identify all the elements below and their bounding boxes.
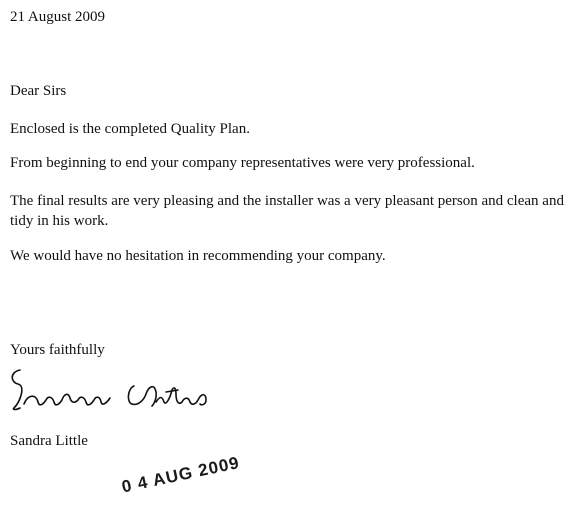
letter-date: 21 August 2009	[10, 9, 106, 25]
signatory-name: Sandra Little	[10, 433, 88, 449]
handwritten-signature	[6, 364, 216, 416]
salutation: Dear Sirs	[10, 83, 67, 99]
closing: Yours faithfully	[10, 342, 105, 358]
paragraph-1: Enclosed is the completed Quality Plan.	[10, 121, 250, 137]
paragraph-2: From beginning to end your company representatives were very professional.	[10, 155, 475, 171]
paragraph-4: We would have no hesitation in recommending your company.	[10, 248, 386, 264]
received-date-stamp: 0 4 AUG 2009	[120, 453, 242, 497]
paragraph-3: The final results are very pleasing and the installer was a very pleasant person and clean and tidy in his work.	[10, 193, 564, 229]
